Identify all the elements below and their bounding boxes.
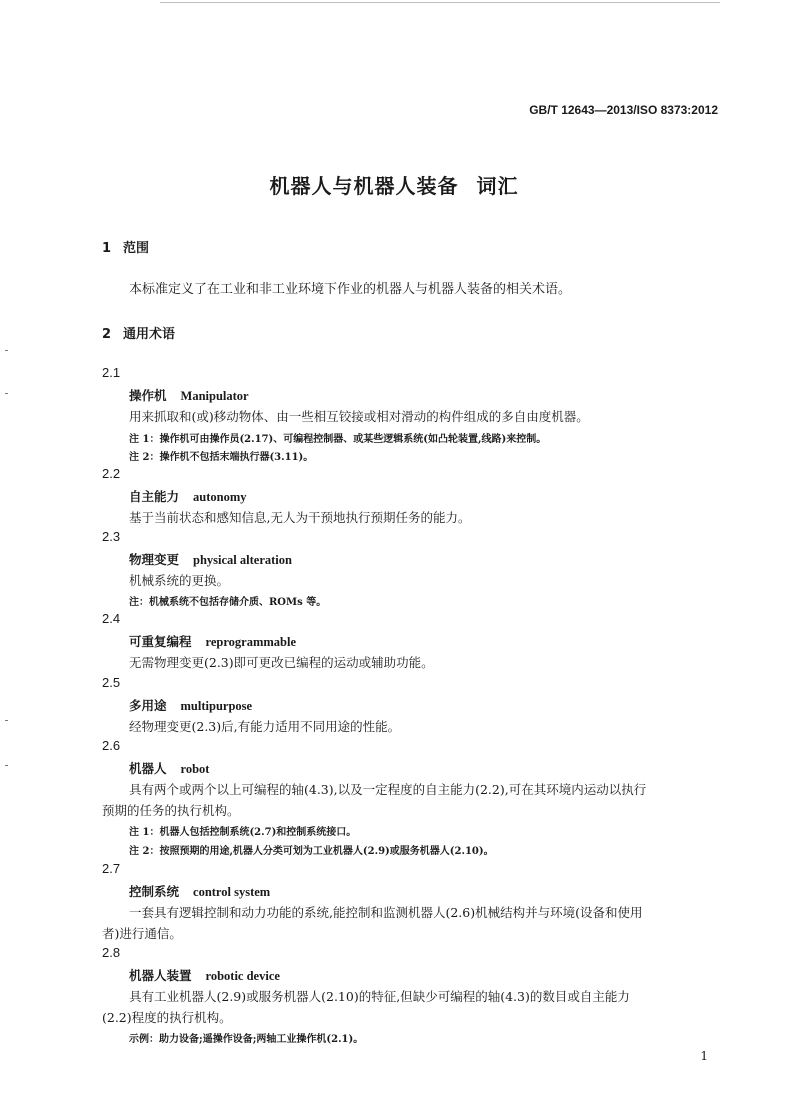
- term-en: multipurpose: [180, 699, 253, 713]
- term-definition: 具有工业机器人(2.9)或服务机器人(2.10)的特征,但缺少可编程的轴(4.3)的数目或自主能力: [129, 989, 630, 1004]
- term-en: physical alteration: [193, 553, 292, 567]
- term-definition-continued: (2.2)程度的执行机构。: [102, 1010, 232, 1025]
- scan-mark: [5, 393, 8, 394]
- entry-number: 2.8: [102, 945, 121, 960]
- term-heading: [129, 487, 247, 505]
- section-heading: [102, 323, 175, 342]
- term-note: 注 1：机器人包括控制系统(2.7)和控制系统接口。: [129, 827, 357, 838]
- standard-number: GB/T 12643—2013/ISO 8373:2012: [529, 103, 718, 117]
- document-title: [0, 170, 788, 199]
- scan-mark: [5, 720, 8, 721]
- entry-number: 2.4: [102, 611, 121, 626]
- term-zh: 机器人: [129, 761, 167, 776]
- term-en: robotic device: [205, 969, 280, 983]
- term-note: 注 2：按照预期的用途,机器人分类可划为工业机器人(2.9)或服务机器人(2.10)。: [129, 846, 494, 857]
- term-zh: 自主能力: [129, 489, 180, 504]
- term-example: 示例：助力设备;遥操作设备;两轴工业操作机(2.1)。: [129, 1034, 364, 1045]
- term-definition: 基于当前状态和感知信息,无人为干预地执行预期任务的能力。: [129, 510, 471, 525]
- term-heading: [129, 386, 249, 404]
- term-zh: 操作机: [129, 388, 167, 403]
- entry-number: 2.7: [102, 861, 121, 876]
- term-zh: 控制系统: [129, 884, 180, 899]
- title-sub: 词汇: [476, 174, 519, 198]
- term-definition: 用来抓取和(或)移动物体、由一些相互铰接或相对滑动的构件组成的多自由度机器。: [129, 409, 589, 424]
- term-note: 注：机械系统不包括存储介质、ROMs 等。: [129, 597, 327, 608]
- term-definition-continued: 者)进行通信。: [102, 926, 182, 941]
- term-heading: [129, 759, 209, 777]
- entry-number: 2.5: [102, 675, 121, 690]
- term-en: control system: [193, 885, 271, 899]
- entry-number: 2.2: [102, 466, 121, 481]
- scan-mark: [5, 350, 8, 351]
- section-number: 2: [102, 327, 112, 342]
- entry-number: 2.6: [102, 738, 121, 753]
- term-note: 注 2：操作机不包括末端执行器(3.11)。: [129, 452, 314, 463]
- term-heading: [129, 550, 292, 568]
- term-definition: 机械系统的更换。: [129, 573, 230, 588]
- term-zh: 机器人装置: [129, 968, 192, 983]
- scope-paragraph: 本标准定义了在工业和非工业环境下作业的机器人与机器人装备的相关术语。: [129, 282, 572, 297]
- term-zh: 多用途: [129, 698, 167, 713]
- term-definition: 无需物理变更(2.3)即可更改已编程的运动或辅助功能。: [129, 655, 434, 670]
- term-en: reprogrammable: [205, 635, 297, 649]
- scan-mark: [5, 765, 8, 766]
- section-heading: [102, 237, 149, 256]
- term-heading: [129, 966, 280, 984]
- term-en: robot: [180, 762, 210, 776]
- term-definition: 一套具有逻辑控制和动力功能的系统,能控制和监测机器人(2.6)机械结构并与环境(设备和使用: [129, 905, 643, 920]
- entry-number: 2.1: [102, 365, 121, 380]
- term-note: 注 1：操作机可由操作员(2.17)、可编程控制器、或某些逻辑系统(如凸轮装置,线路)来控制。: [129, 434, 547, 445]
- section-title: 范围: [123, 241, 150, 256]
- term-en: autonomy: [193, 490, 247, 504]
- entry-number: 2.3: [102, 529, 121, 544]
- term-heading: [129, 632, 296, 650]
- term-heading: [129, 882, 270, 900]
- term-definition-continued: 预期的任务的执行机构。: [102, 803, 240, 818]
- page-number: 1: [700, 1049, 708, 1063]
- term-en: Manipulator: [180, 389, 249, 403]
- title-main: 机器人与机器人装备: [269, 174, 459, 198]
- term-zh: 物理变更: [129, 552, 180, 567]
- term-zh: 可重复编程: [129, 634, 192, 649]
- term-heading: [129, 696, 252, 714]
- section-number: 1: [102, 241, 112, 256]
- section-title: 通用术语: [123, 327, 176, 342]
- term-definition: 经物理变更(2.3)后,有能力适用不同用途的性能。: [129, 719, 401, 734]
- term-definition: 具有两个或两个以上可编程的轴(4.3),以及一定程度的自主能力(2.2),可在其环境内运动以执行: [129, 782, 647, 797]
- scan-top-line: [160, 2, 720, 3]
